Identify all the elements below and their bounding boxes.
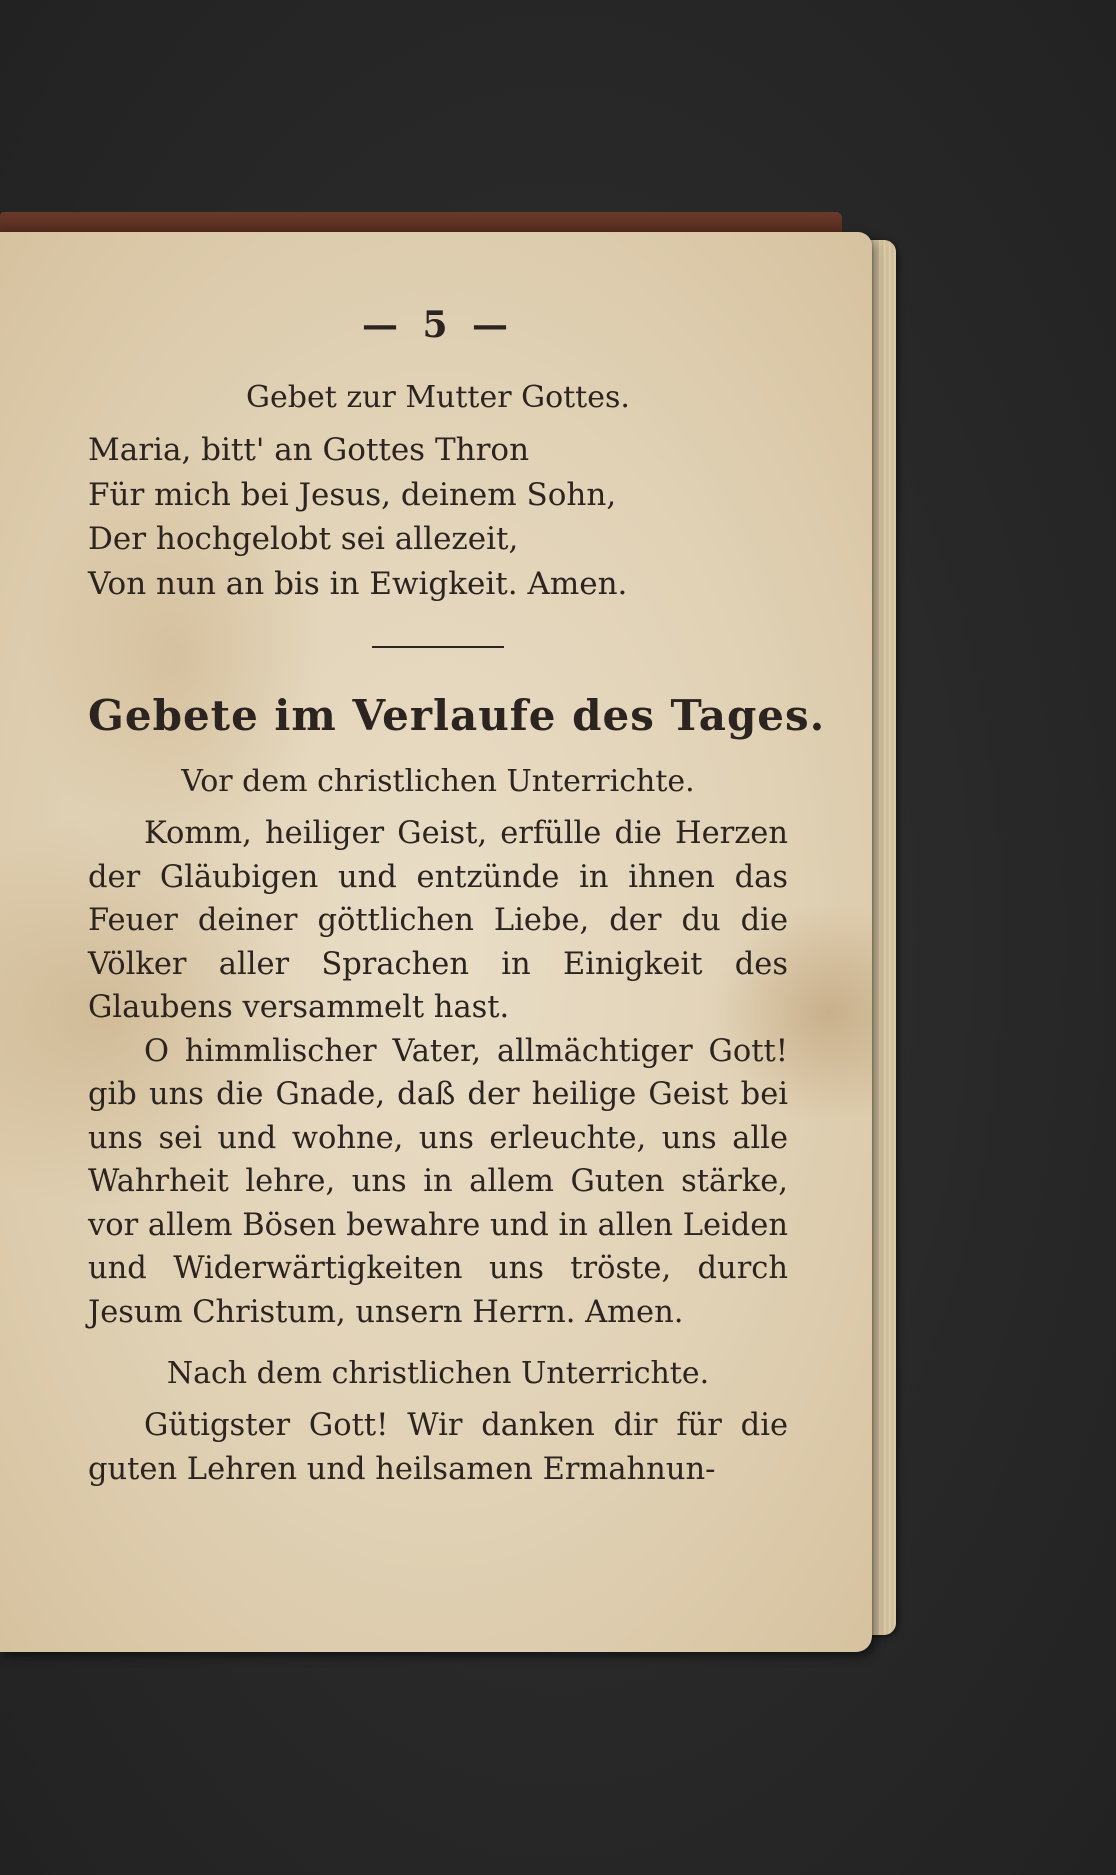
section-title: Gebete im Verlaufe des Tages. bbox=[88, 691, 826, 740]
page-number: — 5 — bbox=[361, 304, 515, 346]
spacer bbox=[88, 1334, 788, 1352]
prayer-paragraph: Gütigster Gott! Wir danken dir für die guten Lehren und heilsamen Ermahnun- bbox=[88, 1408, 788, 1487]
prayer-mother-verse bbox=[88, 428, 788, 606]
prayer-mother-heading: Gebet zur Mutter Gottes. bbox=[246, 380, 630, 415]
verse-line: Von nun an bis in Ewigkeit. Amen. bbox=[88, 565, 628, 602]
book-page bbox=[0, 232, 872, 1652]
prayer-paragraph: Komm, heiliger Geist, erfülle die Herzen der Gläubigen und entzünde in ihnen das Feuer deiner göttlichen Liebe, der du die Völker aller Sprachen in Einigkeit des Glaubens versammelt hast. bbox=[88, 816, 788, 1025]
page-text-block bbox=[88, 304, 826, 1491]
after-lesson-heading: Nach dem christlichen Unterrichte. bbox=[166, 1356, 710, 1391]
verse-line: Für mich bei Jesus, deinem Sohn, bbox=[88, 476, 617, 513]
verse-line: Maria, bitt' an Gottes Thron bbox=[88, 432, 530, 468]
section-divider bbox=[372, 646, 504, 648]
prayer-paragraph: O himmlischer Vater, allmächtiger Gott! gib uns die Gnade, daß der heilige Geist bei uns sei und wohne, uns erleuchte, uns alle Wahrheit lehre, uns in allem Guten stärke, vor allem Bösen bewahre und in allen Leiden und Widerwärtigkeiten uns tröste, durch Jesum Christum, unsern Herrn. Amen. bbox=[88, 1033, 788, 1330]
verse-line: Der hochgelobt sei allezeit, bbox=[88, 521, 519, 557]
before-lesson-heading: Vor dem christlichen Unterrichte. bbox=[181, 764, 695, 799]
